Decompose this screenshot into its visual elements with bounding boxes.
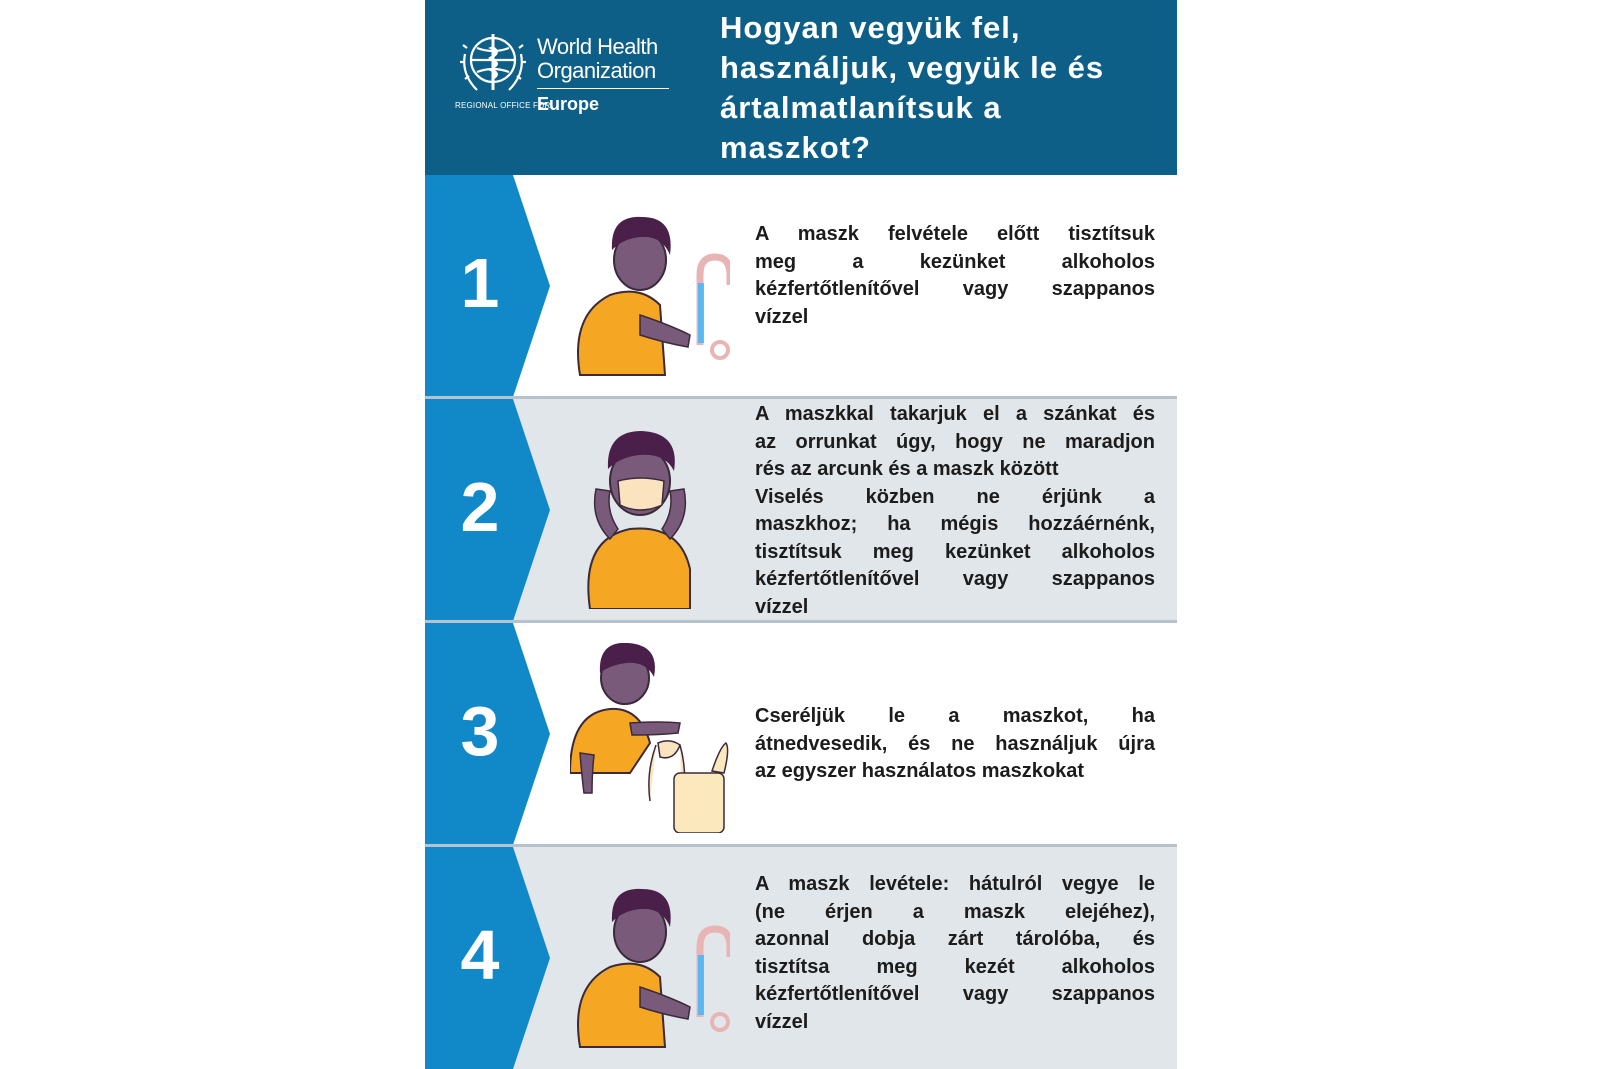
step-text <box>755 401 1155 621</box>
header-banner <box>425 0 1177 175</box>
poster <box>425 0 1177 1066</box>
step-text-line: A maszk felvétele előtt tisztítsuk <box>755 223 1155 245</box>
step-1 <box>425 175 1177 397</box>
org-name-line2: Organization <box>537 58 656 83</box>
step-text <box>755 871 1155 1036</box>
regional-office-label: REGIONAL OFFICE FOR <box>455 101 551 110</box>
step-text-line: Viselés közben ne érjünk a <box>755 485 1155 508</box>
step-text-line: az orrunkat úgy, hogy ne maradjon <box>755 430 1155 453</box>
title-line: maszkot? <box>720 130 871 165</box>
who-logo <box>455 24 675 124</box>
step-text-line: vízzel <box>755 305 809 328</box>
step-text <box>755 703 1155 786</box>
step-number: 1 <box>460 244 500 322</box>
step-number: 4 <box>460 916 500 994</box>
step-text-line: A maszkkal takarjuk el a szánkat és <box>755 403 1155 425</box>
title-line: ártalmatlanítsuk a <box>720 90 1002 125</box>
title-line: használjuk, vegyük le és <box>720 50 1105 85</box>
step-text-line: meg a kezünket alkoholos <box>755 250 1155 273</box>
step-text-line: vízzel <box>755 1010 809 1033</box>
step-text-line: kézfertőtlenítővel vagy szappanos <box>755 568 1155 590</box>
who-emblem-icon <box>455 24 531 100</box>
step-3 <box>425 623 1177 845</box>
wearing-mask-illustration <box>570 419 730 609</box>
step-text-line: kézfertőtlenítővel vagy szappanos <box>755 983 1155 1005</box>
step-text-line: kézfertőtlenítővel vagy szappanos <box>755 278 1155 300</box>
step-text-line: tisztítsuk meg kezünket alkoholos <box>755 540 1155 563</box>
discarding-mask-illustration <box>570 643 730 833</box>
step-text-line: (ne érjen a maszk elejéhez), <box>755 900 1155 923</box>
step-number: 2 <box>460 468 500 546</box>
step-number: 3 <box>460 692 500 770</box>
page-title <box>720 8 1150 168</box>
step-text <box>755 221 1155 331</box>
step-text-line: az egyszer használatos maszkokat <box>755 760 1085 782</box>
title-line: Hogyan vegyük fel, <box>720 10 1021 45</box>
washing-hands-illustration <box>570 195 730 385</box>
removing-mask-wash-hands-illustration <box>570 867 730 1057</box>
step-text-line: rés az arcunk és a maszk között <box>755 458 1059 480</box>
step-text-line: tisztítsa meg kezét alkoholos <box>755 955 1155 978</box>
step-text-line: maszkhoz; ha mégis hozzáérnénk, <box>755 513 1155 535</box>
step-2 <box>425 399 1177 621</box>
step-4 <box>425 847 1177 1069</box>
step-text-line: átnedvesedik, és ne használjuk újra <box>755 732 1155 755</box>
step-text-line: A maszk levétele: hátulról vegye le <box>755 873 1155 895</box>
europe-label: Europe <box>537 94 600 114</box>
step-text-line: azonnal dobja zárt tárolóba, és <box>755 928 1155 950</box>
step-text-line: Cseréljük le a maszkot, ha <box>755 705 1155 727</box>
org-name-line1: World Health <box>537 34 658 59</box>
step-text-line: vízzel <box>755 595 809 618</box>
logo-divider <box>537 88 669 89</box>
